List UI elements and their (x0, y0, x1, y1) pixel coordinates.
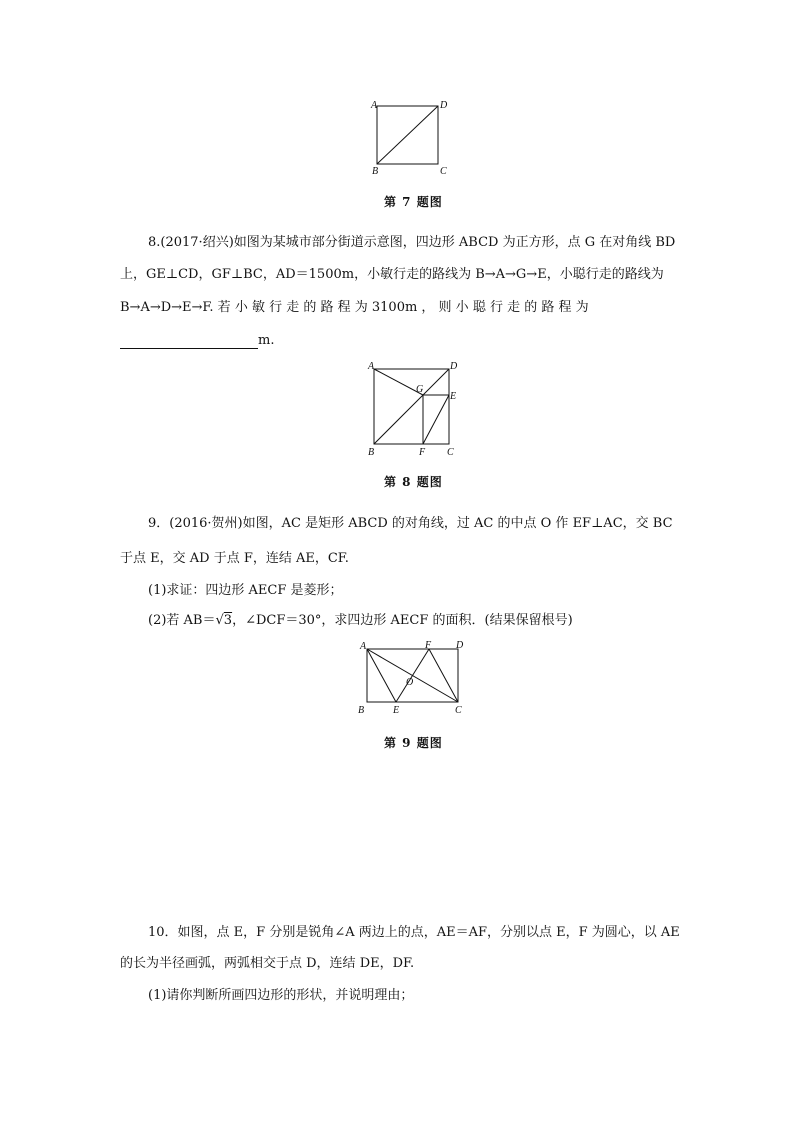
label-b: B (372, 166, 379, 177)
q8-line3: B→A→D→E→F. 若 小 敏 行 走 的 路 程 为 3100m ， 则 小 聪 行 走 的 路 程 为 (120, 300, 589, 315)
label-a: A (360, 641, 367, 652)
label-d: D (440, 100, 448, 111)
label-d: D (456, 640, 464, 651)
q8-unit: m. (258, 333, 275, 348)
label-g: G (416, 384, 424, 395)
label-c: C (455, 705, 462, 716)
q9-part1: (1)求证：四边形 AECF 是菱形； (148, 583, 343, 598)
figure-7-caption: 第 7 题图 (384, 195, 443, 209)
q8-answer-line (120, 333, 274, 349)
label-b: B (368, 447, 375, 458)
label-e: E (450, 391, 457, 402)
q9-part2: (2)若 AB＝√3，∠DCF＝30°，求四边形 AECF 的面积．(结果保留根号) (148, 613, 573, 628)
label-d: D (450, 361, 458, 372)
q9-part2-b: ，∠DCF＝30°，求四边形 AECF 的面积．(结果保留根号) (232, 613, 573, 628)
segment-ef (396, 649, 429, 702)
label-c: C (440, 166, 447, 177)
q10-line2: 的长为半径画弧，两弧相交于点 D，连结 DE，DF. (120, 956, 415, 971)
q9-line2: 于点 E，交 AD 于点 F，连结 AE，CF. (120, 551, 349, 566)
q9-line1: 9．(2016·贺州)如图，AC 是矩形 ABCD 的对角线，过 AC 的中点 O 作 EF⊥AC，交 BC (148, 516, 673, 531)
figure-8 (366, 360, 466, 460)
label-b: B (358, 705, 365, 716)
figure-9 (355, 640, 470, 720)
label-e: E (393, 705, 400, 716)
q10-part1: (1)请你判断所画四边形的形状，并说明理由； (148, 988, 414, 1003)
label-o: O (406, 677, 414, 688)
label-a: A (371, 100, 378, 111)
q8-line2: 上，GE⊥CD，GF⊥BC，AD＝1500m，小敏行走的路线为 B→A→G→E，小聪行走的路线为 (120, 267, 664, 282)
answer-blank[interactable] (120, 336, 258, 349)
q9-sqrt-value: 3 (223, 613, 233, 628)
label-c: C (447, 447, 454, 458)
label-a: A (368, 361, 375, 372)
label-f: F (419, 447, 426, 458)
q8-line1: 8.(2017·绍兴)如图为某城市部分街道示意图，四边形 ABCD 为正方形，点 G 在对角线 BD (148, 235, 676, 250)
label-f: F (425, 640, 432, 651)
q10-line1: 10．如图，点 E，F 分别是锐角∠A 两边上的点，AE＝AF，分别以点 E，F 为圆心，以 AE (148, 925, 680, 940)
diagonal-bd (374, 369, 449, 444)
q9-part2-a: (2)若 AB＝ (148, 613, 216, 628)
figure-8-caption: 第 8 题图 (384, 475, 443, 489)
segment-ef (423, 395, 449, 444)
figure-7 (370, 98, 450, 178)
figure-9-caption: 第 9 题图 (384, 736, 443, 750)
diagonal-bd (377, 106, 438, 164)
